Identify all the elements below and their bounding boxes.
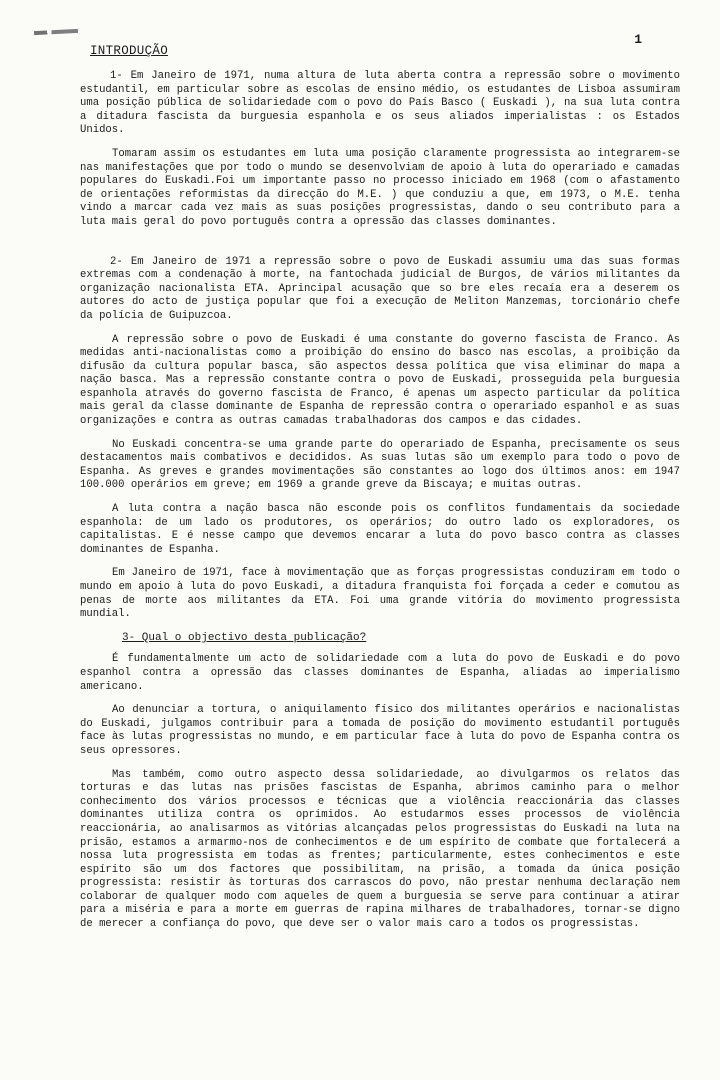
section2-paragraph-3: No Euskadi concentra-se uma grande parte do operariado de Espanha, precisamente os seus destacamentos mais combativos e decididos. As suas lutas são um exemplo para todo o povo de Espanha. As greves e grandes movimentações são constantes ao logo dos últimos anos: em 1947 100.000 operários em greve; em 1969 a grande greve da Biscaya; e muitas outras. [80,438,680,492]
section-gap [80,240,680,256]
section2-paragraph-1: 2- Em Janeiro de 1971 a repressão sobre o povo de Euskadi assumiu uma das suas formas extremas com a condenação à morte, na fantochada judicial de Burgos, de vários militantes da organização nacionalista ETA. Aprincipal acusação que so bre eles recaía era a deserem os autores do acto de justiça popular que foi a execução de Meliton Manzemas, torcionário chefe da polícia de Guipuzcoa. [80,255,680,322]
section3-paragraph-2: Ao denunciar a tortura, o aniquilamento físico dos militantes operários e nacionalistas do Euskadi, julgamos contribuir para a tomada de posição do movimento estudantil português face às lutas progressistas no mundo, e em particular face à luta do povo de Espanha contra os seus opressores. [80,704,680,757]
section3-paragraph-1: É fundamentalmente um acto de solidariedade com a luta do povo de Euskadi e do povo espanhol contra a opressão das classes dominantes de Espanha, aliadas ao imperialismo americano. [80,653,680,693]
page-number: 1 [634,32,642,47]
section2-paragraph-4: A luta contra a nação basca não esconde pois os conflitos fundamentais da sociedade espanhola: de um lado os produtores, os operários; do outro lado os exploradores, os capitalistas. E é nesse campo que devemos encarar a luta do povo basco contra as classes dominantes de Espanha. [80,503,680,556]
scan-mark [34,29,78,35]
document-body [80,70,680,942]
section2-paragraph-5: Em Janeiro de 1971, face à movimentação que as forças progressistas conduziram em todo o mundo em apoio à luta do povo Euskadi, a ditadura franquista foi forçada a ceder e comutou as penas de morte aos militantes da ETA. Foi uma grande vitória do movimento progressista mundial. [80,567,680,621]
page-title: INTRODUÇÃO [90,44,169,58]
section1-paragraph-2: Tomaram assim os estudantes em luta uma posição claramente progressista ao integrarem-se nas manifestações que por todo o mundo se desenvolviam de apoio à luta do operariado e camadas populares do Euskadi.Foi um importante passo no processo iniciado em 1968 (com o afastamento de orientações reformistas da direcção do M.E. ) que conduziu a que, em 1973, o M.E. tenha vindo a marcar cada vez mais as suas posições progressistas, dando o seu contributo para a luta mais geral do povo português contra a opressão das classes dominantes. [80,147,680,228]
section3-title: 3- Qual o objectivo desta publicação? [122,631,367,644]
section1-paragraph-1: 1- Em Janeiro de 1971, numa altura de luta aberta contra a repressão sobre o movimento estudantil, em particular sobre as escolas de ensino médio, os estudantes de Lisboa assumiram uma posição pública de solidariedade com o povo do País Basco ( Euskadi ), na sua luta contra a ditadura fascista da burguesia espanhola e os seus aliados imperialistas : os Estados Unidos. [80,70,680,137]
section2-paragraph-2: A repressão sobre o povo de Euskadi é uma constante do governo fascista de Franco. As medidas anti-nacionalistas como a proibição do ensino do basco nas escolas, a proibição da difusão da cultura popular basca, são aspectos dessa política que visa eliminar do mapa a nação basca. Mas a repressão constante contra o povo de Euskadi, prosseguida pela burguesia espanhola através do governo fascista de Franco, é apenas um aspecto particular da política mais geral da classe dominante de Espanha de repressão contra o operariado espanhol e as suas organizações e contra as outras camadas trabalhadoras dos campos e das cidades. [80,333,680,428]
section3-paragraph-3: Mas também, como outro aspecto dessa solidariedade, ao divulgarmos os relatos das torturas e das lutas nas prisões fascistas de Espanha, abrimos caminho para o melhor conhecimento dos vários processos e técnicas que a violência reaccionária das classes dominantes utiliza contra os oprimidos. Ao estudarmos esses processos de violência reaccionária, ao analisarmos as vitórias alcançadas pelos progressistas do Euskadi na luta na prisão, estamos a armarmo-nos de conhecimentos e de um espírito de combate que fortalecerá a nossa luta progressista em todas as frentes; particularmente, estes conhecimentos e este espírito são um dos factores que possibilitam, na prisão, a tomada da única posição progressista: resistir às torturas dos carrascos do povo, não prestar nenhuma declaração nem colaborar de qualquer modo com aqueles de quem a burguesia se serve para continuar a atirar para a miséria e para a morte em guerras de rapina milhares de trabalhadores, tornar-se digno de merecer a confiança do povo, que deve ser o valor mais caro a todos os progressistas. [80,768,680,931]
